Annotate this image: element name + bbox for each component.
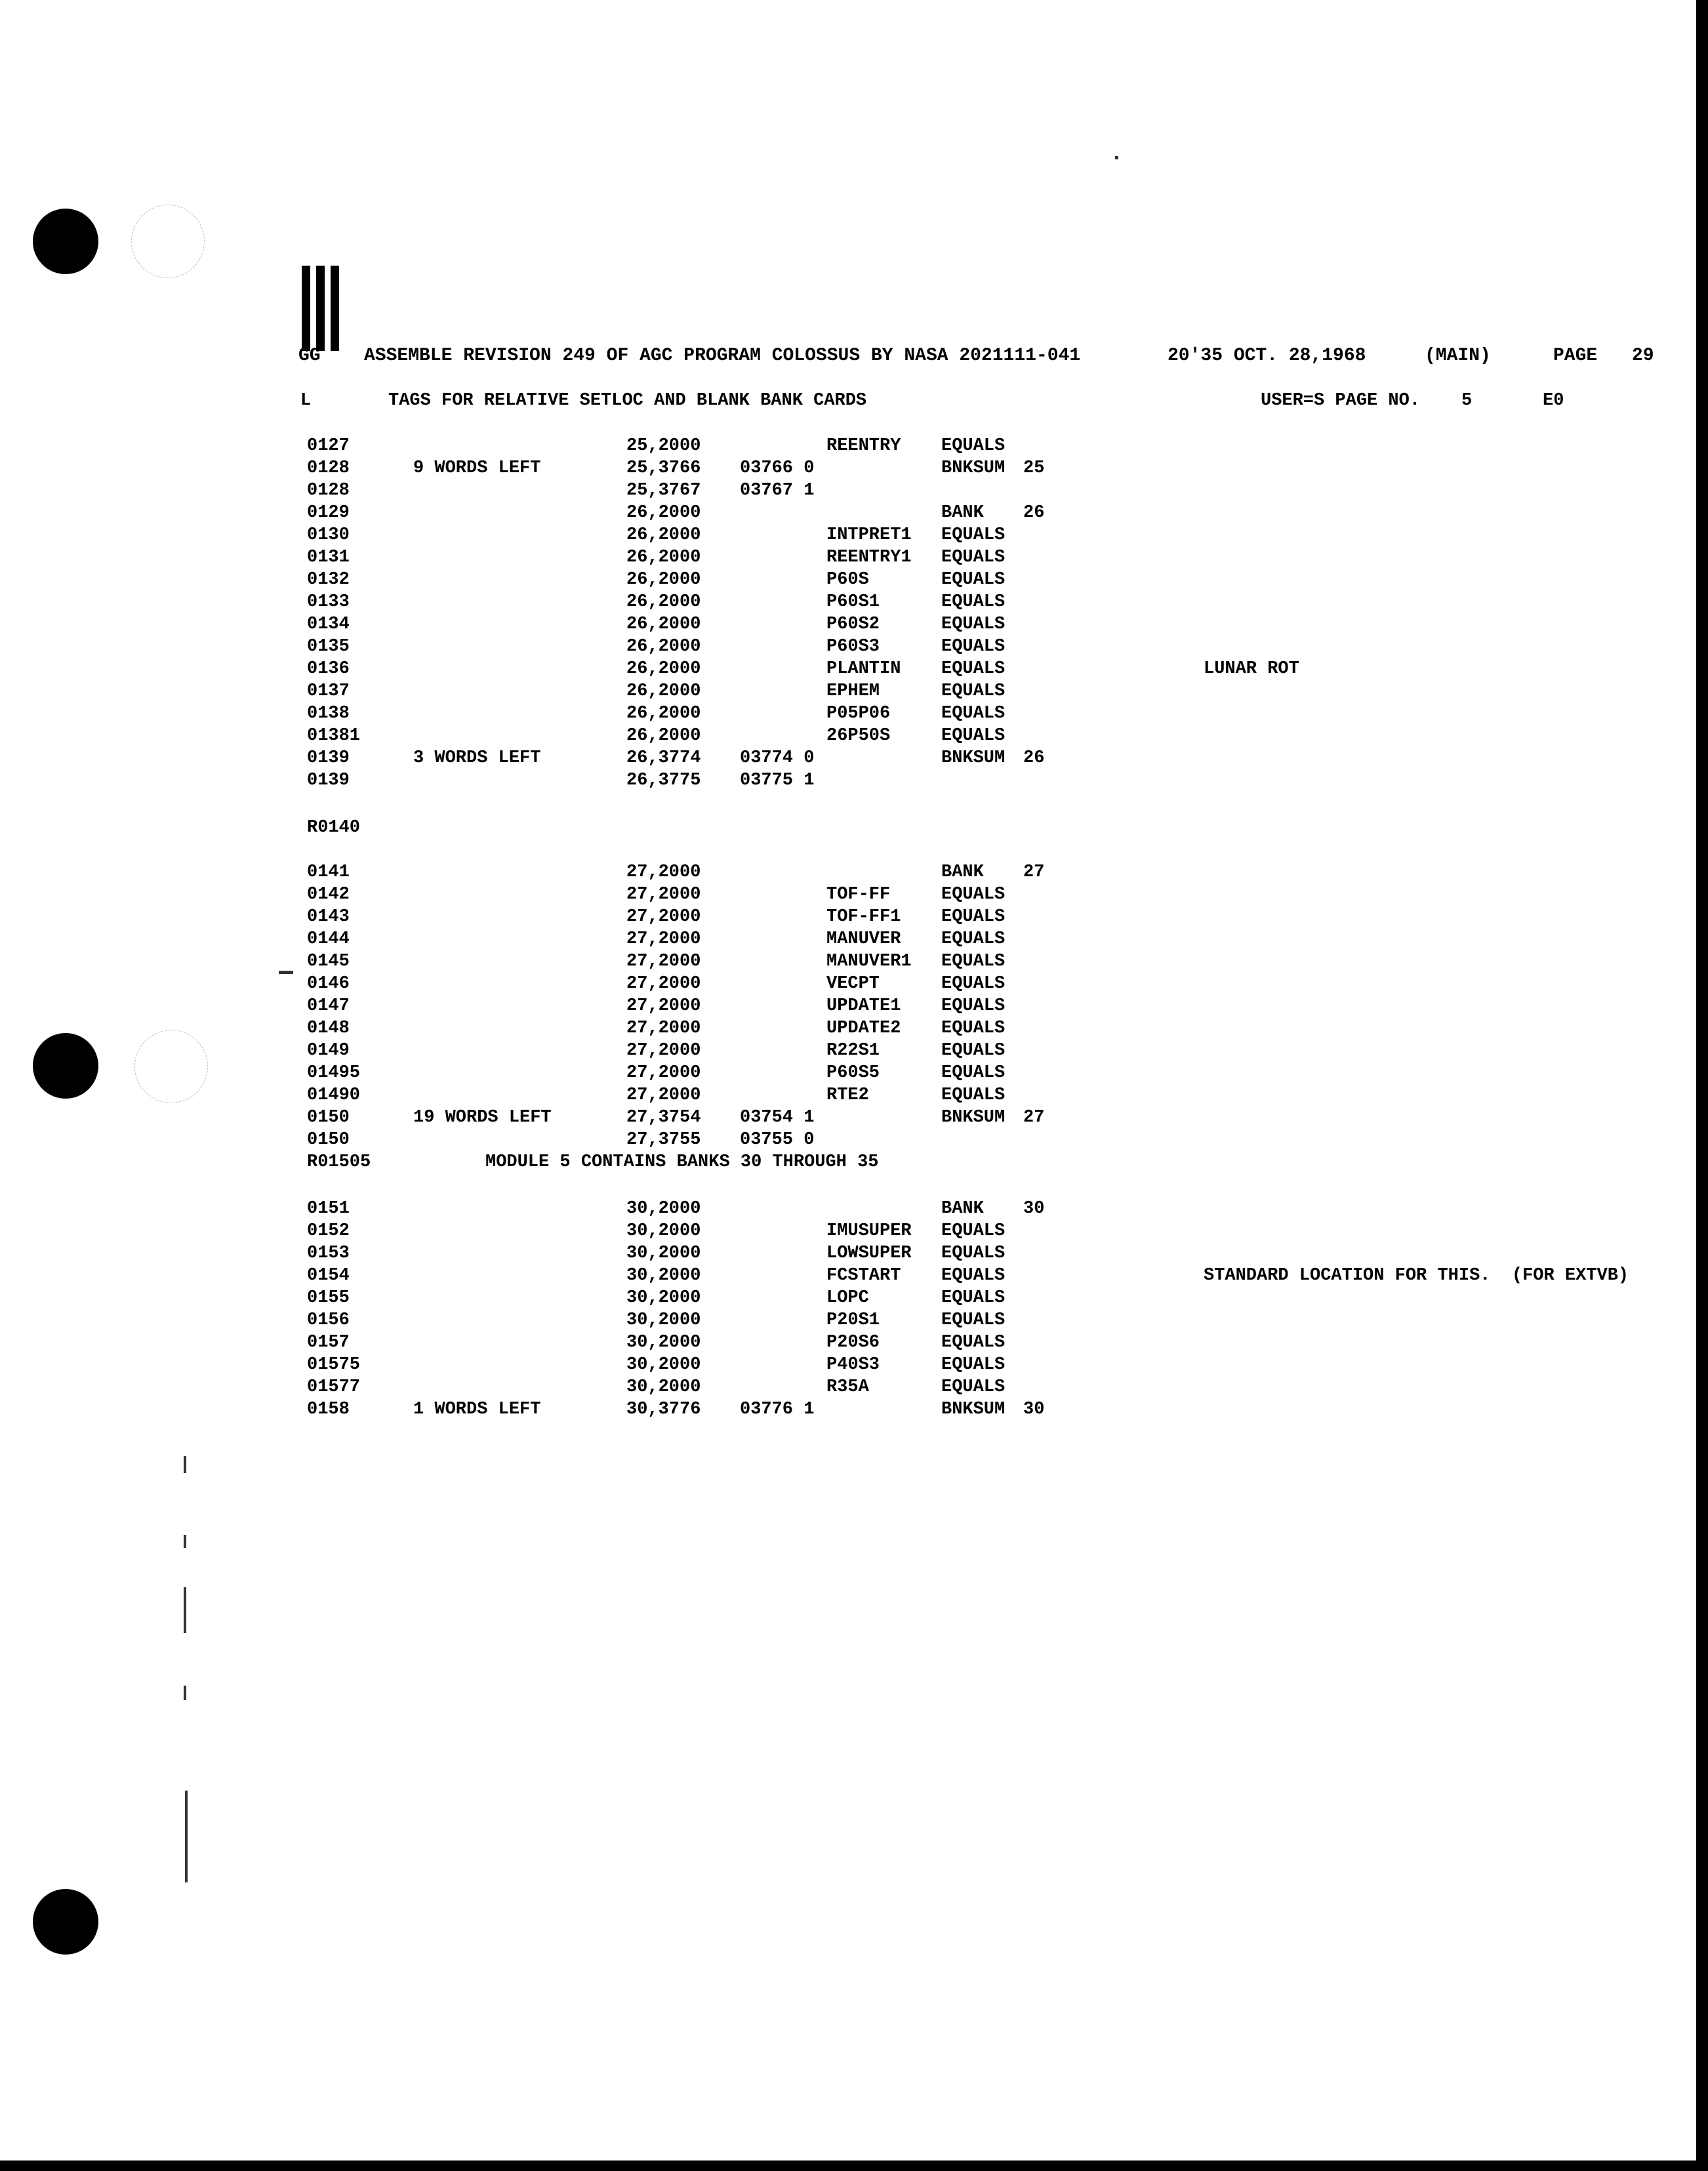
- row-address: 27,2000: [626, 862, 701, 882]
- row-tag: RTE2: [826, 1086, 869, 1105]
- row-address: 27,2000: [626, 1063, 701, 1083]
- row-tag: UPDATE1: [826, 996, 901, 1016]
- row-address: 26,3774: [626, 748, 701, 768]
- row-tag: P05P06: [826, 704, 891, 723]
- row-seq: 0154: [307, 1266, 350, 1286]
- row-seq: 0130: [307, 525, 350, 545]
- row-opcode: BNKSUM: [941, 1400, 1006, 1419]
- row-tag: LOPC: [826, 1288, 869, 1308]
- punch-hole-bottom: [33, 1889, 98, 1955]
- punch-hole-top: [33, 209, 98, 274]
- header-page-label: PAGE: [1553, 346, 1598, 366]
- row-note: 1 WORDS LEFT: [413, 1400, 541, 1419]
- row-address: 26,2000: [626, 704, 701, 723]
- row-opcode: EQUALS: [941, 1266, 1006, 1286]
- row-tag: MANUVER: [826, 929, 901, 949]
- subheader-code: E0: [1543, 391, 1564, 411]
- row-tag: VECPT: [826, 974, 880, 994]
- row-opcode: EQUALS: [941, 1288, 1006, 1308]
- row-octal: 03774 0: [740, 748, 815, 768]
- row-opcode: EQUALS: [941, 1063, 1006, 1083]
- row-address: 27,2000: [626, 1041, 701, 1061]
- row-seq: 01490: [307, 1086, 361, 1105]
- row-operand: 30: [1023, 1400, 1045, 1419]
- row-seq: R01505: [307, 1152, 371, 1172]
- scan-speck: [184, 1686, 186, 1700]
- row-opcode: EQUALS: [941, 436, 1006, 456]
- row-seq: 0150: [307, 1108, 350, 1127]
- row-address: 30,2000: [626, 1310, 701, 1330]
- header-marker: GG: [298, 346, 321, 366]
- row-seq: 0129: [307, 503, 350, 523]
- row-seq: 0157: [307, 1333, 350, 1352]
- row-seq: 0141: [307, 862, 350, 882]
- row-seq: 0156: [307, 1310, 350, 1330]
- subheader-letter: L: [300, 391, 312, 411]
- row-note: 19 WORDS LEFT: [413, 1108, 552, 1127]
- row-seq: 0142: [307, 885, 350, 904]
- row-opcode: EQUALS: [941, 996, 1006, 1016]
- row-note: 3 WORDS LEFT: [413, 748, 541, 768]
- row-operand: 26: [1023, 748, 1045, 768]
- row-address: 26,2000: [626, 525, 701, 545]
- row-seq: 0134: [307, 615, 350, 634]
- bar-marker: [302, 266, 342, 351]
- row-octal: 03754 1: [740, 1108, 815, 1127]
- row-address: 27,3755: [626, 1130, 701, 1150]
- row-address: 27,2000: [626, 885, 701, 904]
- row-opcode: EQUALS: [941, 1377, 1006, 1397]
- row-seq: 0136: [307, 659, 350, 679]
- row-octal: 03755 0: [740, 1130, 815, 1150]
- row-opcode: EQUALS: [941, 907, 1006, 927]
- row-operand: 26: [1023, 503, 1045, 523]
- row-tag: P60S3: [826, 637, 880, 657]
- row-address: 26,2000: [626, 503, 701, 523]
- row-address: 26,2000: [626, 726, 701, 746]
- subheader-title: TAGS FOR RELATIVE SETLOC AND BLANK BANK CARDS: [388, 391, 867, 411]
- row-tag: R22S1: [826, 1041, 880, 1061]
- row-address: 27,2000: [626, 952, 701, 971]
- row-address: 26,2000: [626, 659, 701, 679]
- row-seq: 01381: [307, 726, 361, 746]
- row-tag: EPHEM: [826, 681, 880, 701]
- row-tag: TOF-FF: [826, 885, 891, 904]
- row-tag: TOF-FF1: [826, 907, 901, 927]
- punch-hole-middle: [33, 1033, 98, 1099]
- punch-hole-ghost-top: [131, 205, 205, 278]
- row-tag: INTPRET1: [826, 525, 912, 545]
- row-address: 30,2000: [626, 1199, 701, 1219]
- row-octal: 03775 1: [740, 771, 815, 790]
- row-operand: 27: [1023, 1108, 1045, 1127]
- row-address: 27,2000: [626, 974, 701, 994]
- row-seq: 0145: [307, 952, 350, 971]
- row-opcode: BNKSUM: [941, 748, 1006, 768]
- row-octal: 03776 1: [740, 1400, 815, 1419]
- row-opcode: EQUALS: [941, 659, 1006, 679]
- row-seq: 0138: [307, 704, 350, 723]
- row-opcode: EQUALS: [941, 548, 1006, 567]
- row-address: 27,2000: [626, 929, 701, 949]
- row-address: 26,2000: [626, 548, 701, 567]
- row-seq: 0147: [307, 996, 350, 1016]
- row-tag: UPDATE2: [826, 1019, 901, 1038]
- row-tag: P60S1: [826, 592, 880, 612]
- row-address: 26,2000: [626, 570, 701, 590]
- row-seq: 0148: [307, 1019, 350, 1038]
- row-address: 30,2000: [626, 1288, 701, 1308]
- row-opcode: BNKSUM: [941, 1108, 1006, 1127]
- row-address: 30,2000: [626, 1244, 701, 1263]
- row-address: 26,2000: [626, 615, 701, 634]
- row-tag: PLANTIN: [826, 659, 901, 679]
- row-seq: 0128: [307, 458, 350, 478]
- row-opcode: BANK: [941, 862, 984, 882]
- row-tag: REENTRY1: [826, 548, 912, 567]
- row-address: 26,2000: [626, 637, 701, 657]
- row-seq: 0150: [307, 1130, 350, 1150]
- row-address: 25,2000: [626, 436, 701, 456]
- row-note: 9 WORDS LEFT: [413, 458, 541, 478]
- punch-hole-ghost-middle: [134, 1030, 208, 1103]
- row-operand: 25: [1023, 458, 1045, 478]
- row-seq: 01577: [307, 1377, 361, 1397]
- row-tag: REENTRY: [826, 436, 901, 456]
- row-tag: P20S1: [826, 1310, 880, 1330]
- row-address: 30,2000: [626, 1221, 701, 1241]
- row-seq: 01495: [307, 1063, 361, 1083]
- row-seq: 0133: [307, 592, 350, 612]
- row-comment: STANDARD LOCATION FOR THIS. (FOR EXTVB): [1204, 1266, 1629, 1286]
- user-page-label: USER=S PAGE NO.: [1261, 391, 1421, 411]
- row-seq: 0127: [307, 436, 350, 456]
- row-opcode: EQUALS: [941, 704, 1006, 723]
- row-opcode: EQUALS: [941, 974, 1006, 994]
- scan-edge-bottom: [0, 2161, 1708, 2171]
- scan-speck: [184, 1587, 186, 1633]
- row-opcode: EQUALS: [941, 1086, 1006, 1105]
- row-address: 30,2000: [626, 1377, 701, 1397]
- row-tag: MANUVER1: [826, 952, 912, 971]
- row-seq: 0155: [307, 1288, 350, 1308]
- row-address: 30,2000: [626, 1355, 701, 1375]
- row-seq: 0158: [307, 1400, 350, 1419]
- row-tag: P60S2: [826, 615, 880, 634]
- row-seq: 0144: [307, 929, 350, 949]
- row-opcode: EQUALS: [941, 929, 1006, 949]
- row-seq: 0153: [307, 1244, 350, 1263]
- row-seq: 0151: [307, 1199, 350, 1219]
- row-address: 30,2000: [626, 1333, 701, 1352]
- row-seq: 0131: [307, 548, 350, 567]
- row-seq: 0132: [307, 570, 350, 590]
- row-opcode: EQUALS: [941, 885, 1006, 904]
- row-opcode: EQUALS: [941, 637, 1006, 657]
- row-address: 27,2000: [626, 907, 701, 927]
- row-octal: 03767 1: [740, 481, 815, 500]
- row-opcode: EQUALS: [941, 592, 1006, 612]
- row-opcode: EQUALS: [941, 1355, 1006, 1375]
- row-opcode: BNKSUM: [941, 458, 1006, 478]
- scan-speck: [279, 971, 293, 974]
- row-address: 26,2000: [626, 592, 701, 612]
- row-opcode: EQUALS: [941, 681, 1006, 701]
- row-seq: 0135: [307, 637, 350, 657]
- row-tag: R35A: [826, 1377, 869, 1397]
- row-address: 26,3775: [626, 771, 701, 790]
- scan-speck: [1115, 156, 1118, 159]
- row-tag: IMUSUPER: [826, 1221, 912, 1241]
- scan-speck: [184, 1456, 186, 1473]
- row-tag: P60S: [826, 570, 869, 590]
- row-opcode: EQUALS: [941, 525, 1006, 545]
- header-timestamp: 20'35 OCT. 28,1968: [1168, 346, 1366, 366]
- row-address: 27,2000: [626, 996, 701, 1016]
- row-opcode: EQUALS: [941, 1221, 1006, 1241]
- row-opcode: EQUALS: [941, 952, 1006, 971]
- row-operand: 27: [1023, 862, 1045, 882]
- row-address: 25,3766: [626, 458, 701, 478]
- row-tag: P20S6: [826, 1333, 880, 1352]
- row-address: 27,2000: [626, 1086, 701, 1105]
- row-seq: 0139: [307, 748, 350, 768]
- row-opcode: EQUALS: [941, 1244, 1006, 1263]
- row-tag: P60S5: [826, 1063, 880, 1083]
- row-seq: 0137: [307, 681, 350, 701]
- row-seq: 0128: [307, 481, 350, 500]
- row-note: MODULE 5 CONTAINS BANKS 30 THROUGH 35: [485, 1152, 879, 1172]
- row-opcode: EQUALS: [941, 1019, 1006, 1038]
- row-opcode: EQUALS: [941, 570, 1006, 590]
- row-opcode: EQUALS: [941, 1041, 1006, 1061]
- row-operand: 30: [1023, 1199, 1045, 1219]
- header-section: (MAIN): [1425, 346, 1491, 366]
- row-address: 26,2000: [626, 681, 701, 701]
- row-tag: FCSTART: [826, 1266, 901, 1286]
- row-tag: LOWSUPER: [826, 1244, 912, 1263]
- row-opcode: EQUALS: [941, 1333, 1006, 1352]
- row-seq: 01575: [307, 1355, 361, 1375]
- header-page-number: 29: [1632, 346, 1654, 366]
- scan-edge-right: [1696, 0, 1708, 2171]
- row-address: 30,3776: [626, 1400, 701, 1419]
- row-seq: 0149: [307, 1041, 350, 1061]
- header-title: ASSEMBLE REVISION 249 OF AGC PROGRAM COLOSSUS BY NASA 2021111-041: [364, 346, 1081, 366]
- scan-speck: [184, 1535, 186, 1548]
- row-comment: LUNAR ROT: [1204, 659, 1299, 679]
- row-opcode: EQUALS: [941, 615, 1006, 634]
- row-address: 25,3767: [626, 481, 701, 500]
- row-address: 27,3754: [626, 1108, 701, 1127]
- row-opcode: BANK: [941, 503, 984, 523]
- row-opcode: BANK: [941, 1199, 984, 1219]
- user-page-number: 5: [1461, 391, 1473, 411]
- row-opcode: EQUALS: [941, 726, 1006, 746]
- row-seq: 0146: [307, 974, 350, 994]
- row-seq: R0140: [307, 818, 361, 838]
- scan-speck: [185, 1791, 188, 1882]
- row-opcode: EQUALS: [941, 1310, 1006, 1330]
- row-tag: P40S3: [826, 1355, 880, 1375]
- row-seq: 0143: [307, 907, 350, 927]
- row-tag: 26P50S: [826, 726, 891, 746]
- row-address: 27,2000: [626, 1019, 701, 1038]
- row-octal: 03766 0: [740, 458, 815, 478]
- row-seq: 0152: [307, 1221, 350, 1241]
- row-seq: 0139: [307, 771, 350, 790]
- row-address: 30,2000: [626, 1266, 701, 1286]
